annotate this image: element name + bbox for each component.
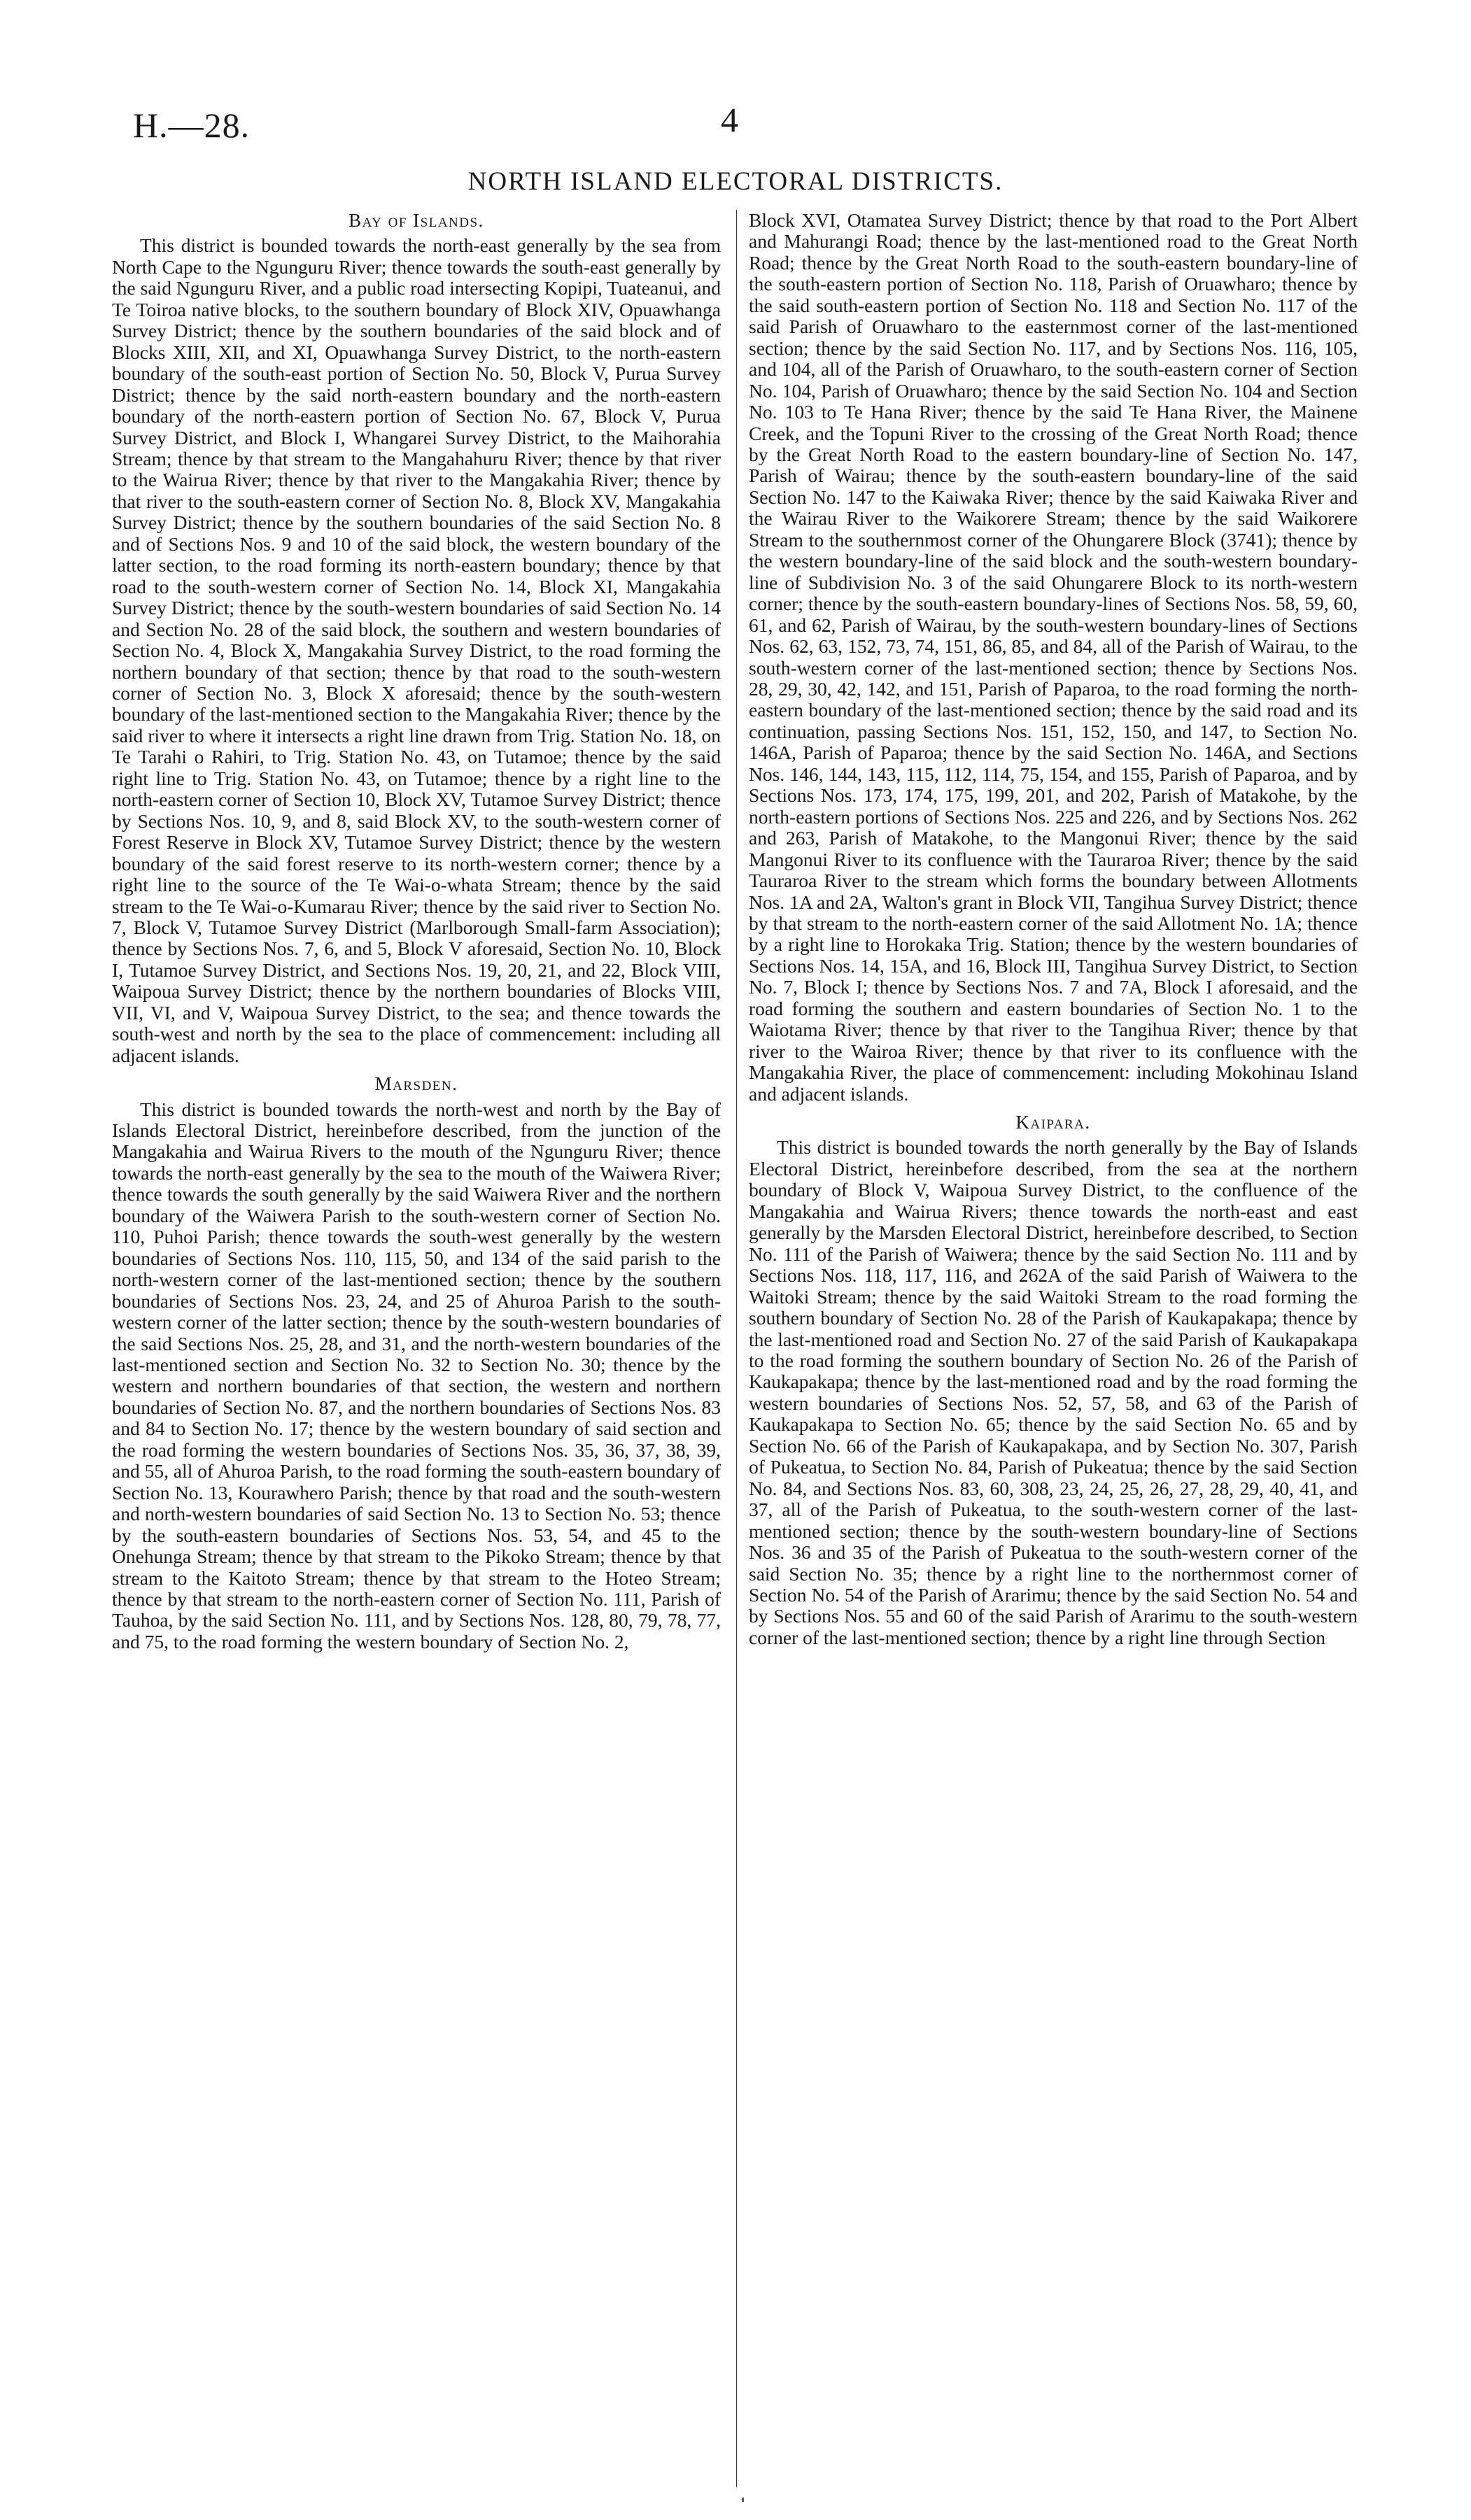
section-text-marsden-continued: Block XVI, Otamatea Survey District; thence by that road to the Port Albert and Mahurangi Road; thence by the last-mentioned road to the Great North Road; thence by the Great North Road to the south-eastern boundary-line of the south-eastern portion of Section No. 118, Parish of Oruawharo; thence by the said south-eastern portion of Section No. 118 and Section No. 117 of the said Parish of Oruawharo to the easternmost corner of the last-mentioned section; thence by the said Section No. 117, and by Sections Nos. 116, 105, and 104, all of the Parish of Oruawharo, to the south-eastern corner of Section No. 104, Parish of Oruawharo; thence by the said Section No. 104 and Section No. 103 to Te Hana River; thence by the said Te Hana River, the Mainene Creek, and the Topuni River to the crossing of the Great North Road; thence by the Great North Road to the eastern boundary-line of Section No. 147, Parish of Wairau; thence by the south-eastern boundary-line of the said Section No. 147 to the Kaiwaka River; thence by the said Kaiwaka River and the Wairau River to the Waikorere Stream; thence by the said Waikorere Stream to the southernmost corner of the Ohungarere Block (3741); thence by the western boundary-line of the said block and the south-western boundary-line of Subdivision No. 3 of the said Ohungarere Block to its north-western corner; thence by the south-eastern boundary-lines of Sections Nos. 58, 59, 60, 61, and 62, Parish of Wairau, by the south-western boundary-lines of Sections Nos. 62, 63, 152, 73, 74, 151, 86, 85, and 84, all of the Parish of Wairau, to the south-western corner of the last-mentioned section; thence by Sections Nos. 28, 29, 30, 42, 142, and 151, Parish of Paparoa, to the road forming the north-eastern boundary of the last-mentioned section; thence by the said road and its continuation, passing Sections Nos. 151, 152, 150, and 147, to Section No. 146A, Parish of Paparoa; thence by the said Section No. 146A, and Sections Nos. 146, 144, 143, 115, 112, 114, 75, 154, and 155, Parish of Paparoa, and by Sections Nos. 173, 174, 175, 199, 201, and 202, Parish of Matakohe, by the north-eastern portions of Sections Nos. 225 and 226, and by Sections Nos. 262 and 263, Parish of Matakohe, to the Mangonui River; thence by the said Mangonui River to its confluence with the Tauraroa River; thence by the said Tauraroa River to the stream which forms the boundary between Allotments Nos. 1A and 2A, Walton's grant in Block VII, Tangihua Survey District; thence by that stream to the north-eastern corner of the said Allotment No. 1A; thence by a right line to Horokaka Trig. Station; thence by the western boundaries of Sections Nos. 14, 15A, and 16, Block III, Tangihua Survey District, to Section No. 7, Block I; thence by Sections Nos. 7 and 7A, Block I aforesaid, and the road forming the southern and eastern boundaries of Section No. 1 to the Waiotama River; thence by that river to the Tangihua River; thence by that river to the Wairoa River; thence by that river to its confluence with the Mangakahia River, the place of commencement: including Mokohinau Island and adjacent islands.	[749, 210, 1358, 1105]
page-title: NORTH ISLAND ELECTORAL DISTRICTS.	[467, 167, 1004, 196]
column-divider	[736, 210, 737, 2487]
section-text-bay-of-islands: This district is bounded towards the north-east generally by the sea from North Cape to the Ngunguru River; thence towards the south-east generally by the said Ngunguru River, and a public road intersecting Kopipi, Tuateanui, and Te Toiroa native blocks, to the southern boundary of Block XIV, Opuawhanga Survey District; thence by the southern boundaries of the said block and of Blocks XIII, XII, and XI, Opuawhanga Survey District, to the north-eastern boundary of the south-east portion of Section No. 50, Block V, Purua Survey District; thence by the said north-eastern boundary and the north-eastern boundary of the north-eastern portion of Section No. 67, Block V, Purua Survey District, and Block I, Whangarei Survey District, to the Maihorahia Stream; thence by that stream to the Mangahahuru River; thence by that river to the Wairua River; thence by that river to the Mangakahia River; thence by that river to the south-eastern corner of Section No. 8, Block XV, Mangakahia Survey District; thence by the southern boundaries of the said Section No. 8 and of Sections Nos. 9 and 10 of the said block, the western boundary of the latter section, to the road forming its north-eastern boundary; thence by that road to the south-western corner of Section No. 14, Block XI, Mangakahia Survey District; thence by the south-western boundaries of said Section No. 14 and Section No. 28 of the said block, the southern and western boundaries of Section No. 4, Block X, Mangakahia Survey District, to the road forming the northern boundary of that section; thence by that road to the south-western corner of Section No. 3, Block X aforesaid; thence by the south-western boundary of the last-mentioned section to the Mangakahia River; thence by the said river to where it intersects a right line drawn from Trig. Station No. 18, on Te Tarahi o Rahiri, to Trig. Station No. 43, on Tutamoe; thence by the said right line to Trig. Station No. 43, on Tutamoe; thence by a right line to the north-eastern corner of Section 10, Block XV, Tutamoe Survey District; thence by Sections Nos. 10, 9, and 8, said Block XV, to the south-western corner of Forest Reserve in Block XV, Tutamoe Survey District; thence by the western boundary of the said forest reserve to its north-western corner; thence by a right line to the source of the Te Wai-o-whata Stream; thence by the said stream to the Te Wai-o-Kumarau River; thence by the said river to Section No. 7, Block V, Tutamoe Survey District (Marlborough Small-farm Association); thence by Sections Nos. 7, 6, and 5, Block V aforesaid, Section No. 10, Block I, Tutamoe Survey District, and Sections Nos. 19, 20, 21, and 22, Block VIII, Waipoua Survey District; thence by the northern boundaries of Blocks VIII, VII, VI, and V, Waipoua Survey District, to the sea; and thence towards the south-west and north by the sea to the place of commencement: including all adjacent islands.	[112, 234, 721, 1066]
section-text-kaipara: This district is bounded towards the north generally by the Bay of Islands Electoral District, hereinbefore described, from the sea at the northern boundary of Block V, Waipoua Survey District, to the confluence of the Mangakahia and Wairua Rivers; thence towards the north-east and east generally by the Marsden Electoral District, hereinbefore described, to Section No. 111 of the Parish of Waiwera; thence by the said Section No. 111 and by Sections Nos. 118, 117, 116, and 262A of the said Parish of Waiwera to the Waitoki Stream; thence by the said Waitoki Stream to the road forming the southern boundary of Section No. 28 of the Parish of Kaukapakapa; thence by the last-mentioned road and Section No. 27 of the said Parish of Kaukapakapa to the road forming the southern boundary of Section No. 26 of the Parish of Kaukapakapa; thence by the last-mentioned road and by the road forming the western boundaries of Sections Nos. 52, 57, 58, and 63 of the Parish of Kaukapakapa to Section No. 65; thence by the said Section No. 65 and by Section No. 66 of the Parish of Kaukapakapa, and by Section No. 307, Parish of Pukeatua, to Section No. 84, Parish of Pukeatua; thence by the said Section No. 84, and Sections Nos. 83, 60, 308, 23, 24, 25, 26, 27, 28, 29, 40, 41, and 37, all of the Parish of Pukeatua, to the south-western corner of the last-mentioned section; thence by the south-western boundary-line of Sections Nos. 36 and 35 of the Parish of Pukeatua to the south-western corner of the said Section No. 35; thence by a right line to the northernmost corner of Section No. 54 of the Parish of Ararimu; thence by the said Section No. 54 and by Sections Nos. 55 and 60 of the said Parish of Ararimu to the south-western corner of the last-mentioned section; thence by a right line through Section	[749, 1136, 1358, 1648]
section-heading-bay-of-islands: Bay of Islands.	[349, 210, 484, 231]
section-heading-kaipara: Kaipara.	[1015, 1112, 1091, 1133]
section-heading-marsden: Marsden.	[374, 1073, 458, 1095]
page-mark	[742, 2498, 744, 2502]
running-head: H.—28.	[133, 106, 251, 145]
page-number: 4	[721, 100, 738, 139]
left-column	[112, 210, 721, 2484]
right-column	[749, 210, 1358, 2484]
section-text-marsden: This district is bounded towards the north-west and north by the Bay of Islands Electoral District, hereinbefore described, from the junction of the Mangakahia and Wairua Rivers to the mouth of the Ngunguru River; thence towards the north-east generally by the sea to the mouth of the Waiwera River; thence towards the south generally by the said Waiwera River and the northern boundary of the Waiwera Parish to the south-western corner of Section No. 110, Puhoi Parish; thence towards the south-west generally by the western boundaries of Sections Nos. 110, 115, 50, and 134 of the said parish to the north-western corner of the last-mentioned section; thence by the southern boundaries of Sections Nos. 23, 24, and 25 of Ahuroa Parish to the south-western corner of the latter section; thence by the south-western boundaries of the said Sections Nos. 25, 28, and 31, and the north-western boundaries of the last-mentioned section and Section No. 32 to Section No. 30; thence by the western and northern boundaries of that section, the western and northern boundaries of Section No. 87, and the northern boundaries of Sections Nos. 83 and 84 to Section No. 17; thence by the western boundary of said section and the road forming the western boundaries of Sections Nos. 35, 36, 37, 38, 39, and 55, all of Ahuroa Parish, to the road forming the south-eastern boundary of Section No. 13, Kourawhero Parish; thence by that road and the south-western and north-western boundaries of said Section No. 13 to Section No. 53; thence by the south-eastern boundaries of Sections Nos. 53, 54, and 45 to the Onehunga Stream; thence by that stream to the Pikoko Stream; thence by that stream to the Kaitoto Stream; thence by that stream to the Hoteo Stream; thence by that stream to the north-eastern corner of Section No. 111, Parish of Tauhoa, by the said Section No. 111, and by Sections Nos. 128, 80, 79, 78, 77, and 75, to the road forming the western boundary of Section No. 2,	[112, 1098, 721, 1652]
